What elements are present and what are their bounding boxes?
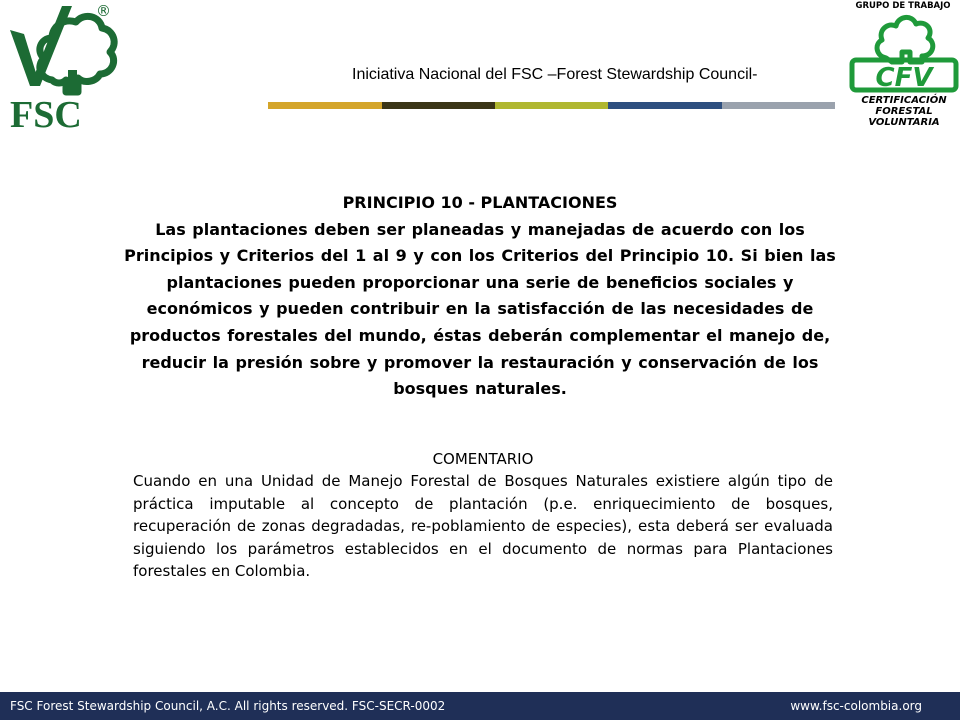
principle-body: Las plantaciones deben ser planeadas y manejadas de acuerdo con los Principios y Criterios del 1 al 9 y con los Criterios del Principio 10. Si bien las plantaciones pueden proporcionar una serie de beneficios sociales y económicos y pueden contribuir en la satisfacción de las necesidades de productos forestales del mundo, éstas deberán complementar el manejo de, reducir la presión sobre y promover la restauración y conservación de los bosques naturales. <box>124 219 836 399</box>
cfv-line-1: CERTIFICACIÓN <box>861 95 947 106</box>
footer-website-link[interactable]: www.fsc-colombia.org <box>790 699 922 713</box>
color-bar-segment <box>268 102 382 109</box>
principle-title: PRINCIPIO 10 - PLANTACIONES <box>342 193 618 212</box>
fsc-logo <box>0 0 125 132</box>
footer-bar <box>0 692 960 720</box>
principle-block <box>120 190 840 403</box>
header-title: Iniciativa Nacional del FSC –Forest Stewardship Council- <box>352 66 758 83</box>
comment-title: COMENTARIO <box>432 450 534 468</box>
color-bar-segment <box>608 102 722 109</box>
color-bar-segment <box>722 102 835 109</box>
color-bar-segment <box>495 102 608 109</box>
cfv-mark: CFV <box>875 63 933 93</box>
cfv-logo <box>846 0 960 130</box>
footer-copyright: FSC Forest Stewardship Council, A.C. All rights reserved. FSC-SECR-0002 <box>10 699 446 713</box>
cfv-top-text: GRUPO DE TRABAJO <box>855 1 951 11</box>
cfv-line-3: VOLUNTARIA <box>868 117 940 128</box>
comment-block <box>133 448 833 582</box>
cfv-tree-icon <box>846 0 960 130</box>
fsc-logo-text: FSC <box>10 94 82 132</box>
cfv-line-2: FORESTAL <box>875 106 933 117</box>
header-color-bar <box>268 102 835 109</box>
fsc-tree-icon <box>0 0 125 132</box>
comment-body: Cuando en una Unidad de Manejo Forestal de Bosques Naturales existiere algún tipo de práctica imputable al concepto de plantación (p.e. enriquecimiento de bosques, recuperación de zonas degradadas, re-poblamiento de especies), esta deberá ser evaluada siguiendo los parámetros establecidos en el documento de normas para Plantaciones forestales en Colombia. <box>133 472 833 581</box>
color-bar-segment <box>382 102 495 109</box>
registered-mark: ® <box>96 2 111 20</box>
